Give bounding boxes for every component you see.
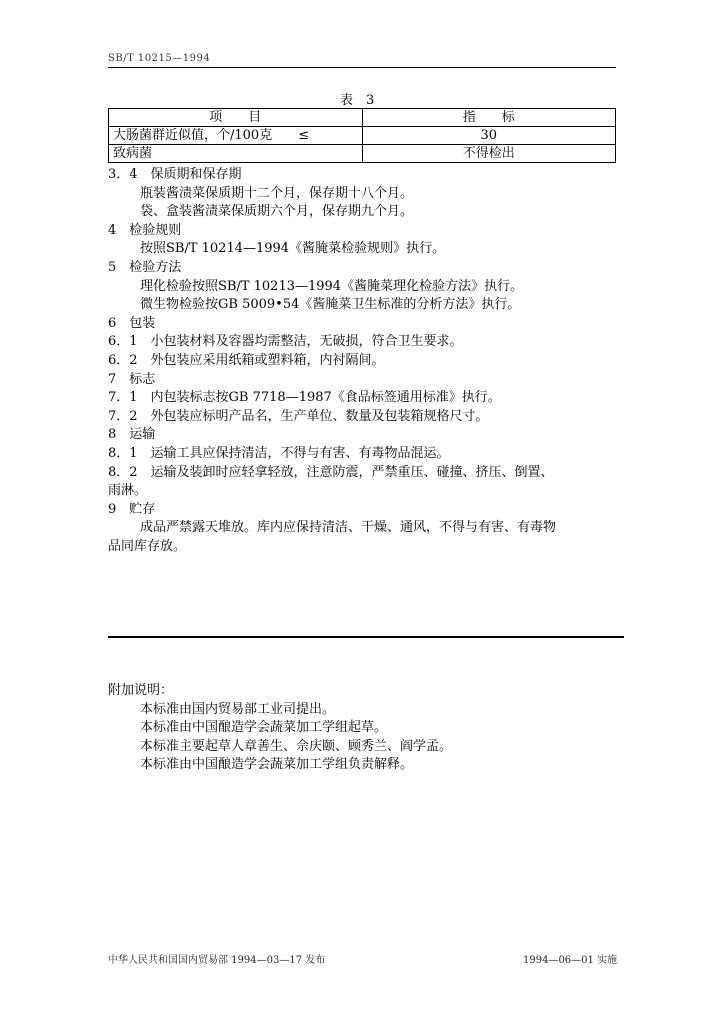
body-line: 8．1 运输工具应保持清洁，不得与有害、有毒物品混运。 [108,445,450,461]
standard-code-header: SB/T 10215—1994 [108,53,211,64]
table-title: 表 3 [340,93,375,108]
notes-line: 本标准由中国酿造学会蔬菜加工学组起草。 [140,720,388,736]
body-line: 理化检验按照SB/T 10213—1994《酱腌菜理化检验方法》执行。 [140,278,524,294]
table-header-item: 项 目 [109,109,363,127]
table-cell-value: 不得检出 [362,145,616,163]
body-line: 7．1 内包装标志按GB 7718—1987《食品标签通用标准》执行。 [108,390,501,406]
header-rule [108,67,616,68]
table-cell-item: 大肠菌群近似值，个/100克 ≤ [109,127,363,145]
notes-title: 附加说明： [108,683,174,698]
body-line: 7．2 外包装应标明产品名，生产单位、数量及包装箱规格尺寸。 [108,408,489,424]
notes-line: 本标准由中国酿造学会蔬菜加工学组负责解释。 [140,757,414,773]
section-separator [108,636,624,638]
footer-issuer: 中华人民共和国国内贸易部 1994—03—17 发布 [108,955,326,966]
table-header-row [109,109,616,127]
footer-effective-date: 1994—06—01 实施 [523,955,618,966]
body-line: 4 检验规则 [108,222,182,238]
body-line: 9 贮存 [108,501,156,517]
table-cell-value: 30 [362,127,616,145]
body-line: 8．2 运输及装卸时应轻拿轻放，注意防震，严禁重压、碰撞、挤压、倒置、 [108,464,554,480]
table-header-value: 指 标 [362,109,616,127]
table-row [109,145,616,163]
body-line: 袋、盒装酱渍菜保质期六个月，保存期九个月。 [140,204,414,220]
notes-line: 本标准主要起草人章善生、佘庆颐、顾秀兰、阎学孟。 [140,738,453,754]
table-cell-item: 致病菌 [109,145,363,163]
table-3 [108,108,616,163]
additional-notes [108,682,452,775]
body-line: 按照SB/T 10214—1994《酱腌菜检验规则》执行。 [140,241,446,257]
body-line: 3．4 保质期和保存期 [108,167,242,182]
body-text [108,166,628,556]
body-line: 品同库存放。 [108,538,187,554]
body-line: 6 包装 [108,315,156,331]
body-line: 8 运输 [108,427,156,443]
body-line: 微生物检验按GB 5009•54《酱腌菜卫生标准的分析方法》执行。 [140,297,521,313]
body-line: 瓶装酱渍菜保质期十二个月，保存期十八个月。 [140,185,414,201]
body-line: 6．2 外包装应采用纸箱或塑料箱，内衬隔间。 [108,352,385,368]
notes-line: 本标准由国内贸易部工业司提出。 [140,701,336,717]
body-line: 6．1 小包装材料及容器均需整洁，无破损，符合卫生要求。 [108,334,463,350]
body-line: 7 标志 [108,371,156,387]
body-line: 成品严禁露天堆放。库内应保持清洁、干燥、通风，不得与有害、有毒物 [140,520,557,536]
table-row [109,127,616,145]
body-line: 5 检验方法 [108,259,182,275]
body-line: 雨淋。 [108,483,148,499]
